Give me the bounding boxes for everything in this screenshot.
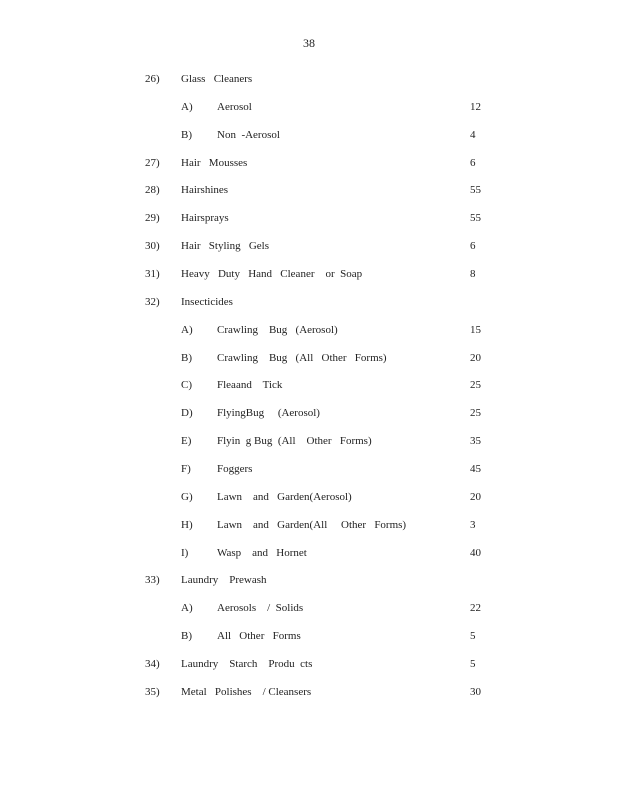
item-label: Wasp and Hornet bbox=[217, 546, 307, 559]
item-value: 35 bbox=[470, 435, 481, 448]
item-label: Hairshines bbox=[181, 184, 229, 197]
item-value: 55 bbox=[470, 212, 481, 225]
item-number: 27) bbox=[145, 156, 160, 169]
item-value: 5 bbox=[470, 630, 476, 642]
item-number: D) bbox=[181, 407, 193, 420]
item-label: Laundry Prewash bbox=[181, 574, 267, 587]
item-number: B) bbox=[181, 351, 192, 364]
list-item bbox=[0, 489, 618, 505]
list-item bbox=[0, 517, 618, 533]
item-number: 32) bbox=[145, 295, 160, 308]
item-label: All Other Forms bbox=[217, 630, 301, 642]
item-label: Insecticides bbox=[181, 295, 233, 308]
list-item bbox=[0, 572, 618, 588]
list-item bbox=[0, 294, 618, 310]
list-item bbox=[0, 155, 618, 171]
item-number: A) bbox=[181, 323, 193, 336]
item-label: Aerosols / Solids bbox=[217, 602, 304, 615]
item-value: 5 bbox=[470, 657, 476, 670]
list-item bbox=[0, 545, 618, 561]
item-value: 6 bbox=[470, 156, 476, 169]
item-label: Laundry Starch Produ cts bbox=[181, 657, 313, 670]
list-item bbox=[0, 656, 618, 672]
list-item bbox=[0, 405, 618, 421]
item-label: FlyingBug (Aerosol) bbox=[217, 407, 320, 420]
list-item bbox=[0, 600, 618, 616]
item-label: Aerosol bbox=[217, 100, 252, 113]
page-number: 38 bbox=[303, 36, 315, 50]
item-number: 34) bbox=[145, 657, 160, 670]
item-number: B) bbox=[181, 630, 192, 642]
item-number: G) bbox=[181, 490, 193, 503]
item-number: E) bbox=[181, 435, 192, 448]
list-item bbox=[0, 322, 618, 338]
item-label: Fleaand Tick bbox=[217, 379, 283, 392]
item-value: 6 bbox=[470, 240, 476, 253]
item-number: I) bbox=[181, 546, 189, 559]
item-label: Foggers bbox=[217, 462, 253, 475]
item-number: 33) bbox=[145, 574, 160, 587]
item-value: 3 bbox=[470, 518, 476, 531]
item-label: Hairsprays bbox=[181, 212, 229, 225]
list-item bbox=[0, 433, 618, 449]
item-value: 25 bbox=[470, 379, 481, 392]
item-number: 31) bbox=[145, 268, 160, 280]
item-value: 45 bbox=[470, 462, 481, 475]
item-number: 28) bbox=[145, 184, 160, 197]
item-label: Flyin g Bug (All Other Forms) bbox=[217, 435, 372, 448]
list-item bbox=[0, 684, 618, 700]
list-item bbox=[0, 182, 618, 198]
list-item bbox=[0, 127, 618, 143]
item-value: 20 bbox=[470, 490, 481, 503]
list-item bbox=[0, 628, 618, 644]
item-value: 40 bbox=[470, 546, 481, 559]
item-number: A) bbox=[181, 602, 193, 615]
item-value: 8 bbox=[470, 268, 476, 280]
item-number: A) bbox=[181, 100, 193, 113]
item-number: 26) bbox=[145, 73, 160, 85]
item-label: Metal Polishes / Cleansers bbox=[181, 685, 312, 698]
item-number: 30) bbox=[145, 240, 160, 253]
item-value: 25 bbox=[470, 407, 481, 420]
list-item bbox=[0, 377, 618, 393]
item-number: F) bbox=[181, 462, 191, 475]
item-label: Heavy Duty Hand Cleaner or Soap bbox=[181, 268, 363, 280]
item-number: H) bbox=[181, 518, 193, 531]
item-label: Crawling Bug (Aerosol) bbox=[217, 323, 338, 336]
list-item bbox=[0, 238, 618, 254]
item-number: 29) bbox=[145, 212, 160, 225]
list-item bbox=[0, 71, 618, 87]
item-label: Non -Aerosol bbox=[217, 128, 280, 141]
list-item bbox=[0, 99, 618, 115]
item-label: Lawn and Garden(Aerosol) bbox=[217, 490, 352, 503]
item-label: Hair Mousses bbox=[181, 156, 248, 169]
item-value: 20 bbox=[470, 351, 481, 364]
item-value: 4 bbox=[470, 128, 476, 141]
item-label: Glass Cleaners bbox=[181, 73, 253, 85]
item-label: Lawn and Garden(All Other Forms) bbox=[217, 518, 407, 531]
item-value: 22 bbox=[470, 602, 481, 615]
item-value: 30 bbox=[470, 685, 481, 698]
item-value: 12 bbox=[470, 100, 481, 113]
item-number: B) bbox=[181, 128, 192, 141]
item-label: Crawling Bug (All Other Forms) bbox=[217, 351, 387, 364]
item-label: Hair Styling Gels bbox=[181, 240, 269, 253]
list-item bbox=[0, 266, 618, 282]
item-number: C) bbox=[181, 379, 192, 392]
list-item bbox=[0, 210, 618, 226]
list-item bbox=[0, 350, 618, 366]
item-number: 35) bbox=[145, 685, 160, 698]
item-value: 55 bbox=[470, 184, 481, 197]
item-value: 15 bbox=[470, 323, 481, 336]
list-item bbox=[0, 461, 618, 477]
